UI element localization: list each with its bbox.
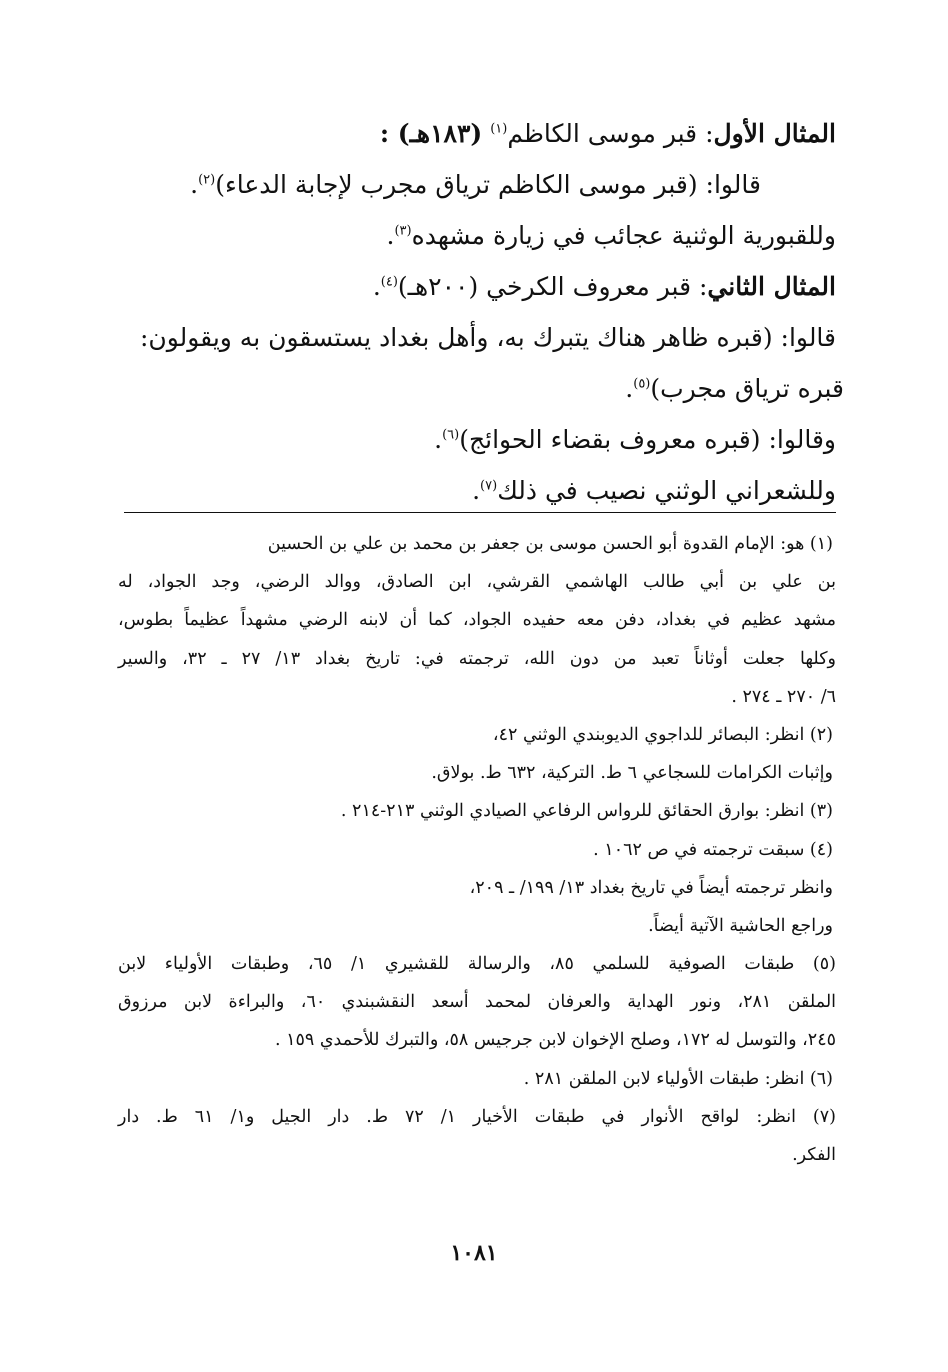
line-text: قبره ترياق مجرب) <box>650 374 844 403</box>
footnote-ref: (٣) <box>394 223 412 239</box>
main-line-6 <box>110 363 844 414</box>
footnotes <box>118 525 836 1174</box>
footnote-separator <box>124 512 836 513</box>
page-number: ١٠٨١ <box>450 1240 498 1266</box>
footnote-line: وانظر ترجمته أيضاً في تاريخ بغداد ١٣/ ١٩٩/ ـ ٢٠٩، <box>469 877 833 898</box>
footnote-line: ٢٤٥، والتوسل له ١٧٢، وصلح الإخوان لابن جرجيس ٥٨، والتبرك للأحمدي ١٥٩ . <box>274 1030 836 1051</box>
main-line-3 <box>110 210 836 261</box>
footnote-line: الملقن ٢٨١، ونور الهداية والعرفان لمحمد أسعد النقشبندي ٦٠، والبراءة لابن مرزوق <box>118 992 837 1013</box>
footnote-line: بن علي بن أبي طالب الهاشمي القرشي، ابن الصادق، ووالد الرضي، وجد الجواد، له <box>118 572 836 593</box>
line-text: وقالوا: (قبره معروف بقضاء الحوائج) <box>459 425 836 454</box>
footnote-line: (٣) انظر: بوارق الحقائق للرواس الرفاعي الصيادي الوثني ٢١٣-٢١٤ . <box>340 801 833 822</box>
line-tail: (١٨٣هـ) : <box>379 119 483 148</box>
line-tail: . <box>372 272 381 301</box>
main-line-2 <box>110 159 836 210</box>
footnote-ref: (٥) <box>633 376 651 392</box>
footnote-ref: (٤) <box>380 274 398 290</box>
line-tail: . <box>434 425 443 454</box>
footnote-line: (٥) طبقات الصوفية للسلمي ٨٥، والرسالة للقشيري ١/ ٦٥، وطبقات الأولياء لابن <box>118 954 836 975</box>
footnote-line: (١) هو: الإمام القدوة أبو الحسن موسى بن جعفر بن محمد بن علي بن الحسين <box>267 534 833 554</box>
line-text: قالوا: (قبر موسى الكاظم ترياق مجرب لإجابة الدعاء) <box>215 170 761 199</box>
footnote-line: وراجع الحاشية الآتية أيضاً. <box>648 915 833 936</box>
footnote-ref: (١) <box>490 121 508 137</box>
line-tail: . <box>472 476 481 505</box>
main-line-1 <box>110 108 836 159</box>
example-heading: المثال الثاني <box>707 272 836 301</box>
footnote-line: ٦/ ٢٧٠ ـ ٢٧٤ . <box>731 686 836 707</box>
footnote-ref: (٦) <box>442 427 460 443</box>
footnote-line: الفكر. <box>792 1145 836 1165</box>
line-text: : قبر موسى الكاظم <box>507 119 714 148</box>
footnote-line: (٢) انظر: البصائر للداجوي الديوبندي الوثني ٤٢، <box>492 724 833 745</box>
main-line-4 <box>110 261 836 312</box>
footnote-line: (٤) سبقت ترجمته في ص ١٠٦٢ . <box>593 839 833 860</box>
footnote-line: (٦) انظر: طبقات الأولياء لابن الملقن ٢٨١ . <box>523 1068 833 1089</box>
line-text: قالوا: (قبره ظاهر هناك يتبرك به، وأهل بغداد يستسقون به ويقولون: <box>139 323 836 352</box>
footnote-line: مشهد عظيم في بغداد، دفن معه حفيده الجواد، كما أن لابنه الرضي مشهداً عظيماً بطوس، <box>118 610 836 631</box>
line-text: وللشعراني الوثني نصيب في ذلك <box>497 476 836 505</box>
main-line-5 <box>110 312 836 363</box>
line-tail: . <box>190 170 199 199</box>
line-tail: . <box>625 374 634 403</box>
footnote-line: وإثبات الكرامات للسجاعي ٦ ط. التركية، ٦٣٢ ط. بولاق. <box>431 763 833 784</box>
example-heading: المثال الأول <box>713 119 836 148</box>
main-line-8 <box>110 465 836 516</box>
footnote-line: (٧) انظر: لواقح الأنوار في طبقات الأخيار ١/ ٧٢ ط. دار الجيل و١/ ٦١ ط. دار <box>118 1106 836 1127</box>
footnote-ref: (٧) <box>480 478 498 494</box>
line-text: : قبر معروف الكرخي (٢٠٠هـ) <box>397 272 708 301</box>
main-line-7 <box>110 414 836 465</box>
line-text: وللقبورية الوثنية عجائب في زيارة مشهده <box>411 221 836 250</box>
line-tail: . <box>386 221 395 250</box>
footnote-ref: (٢) <box>198 172 216 188</box>
footnote-line: وكلها جعلت أوثاناً تعبد من دون الله، ترجمته في: تاريخ بغداد ١٣/ ٢٧ ـ ٣٢، والسير <box>118 648 836 669</box>
main-text <box>110 108 844 516</box>
